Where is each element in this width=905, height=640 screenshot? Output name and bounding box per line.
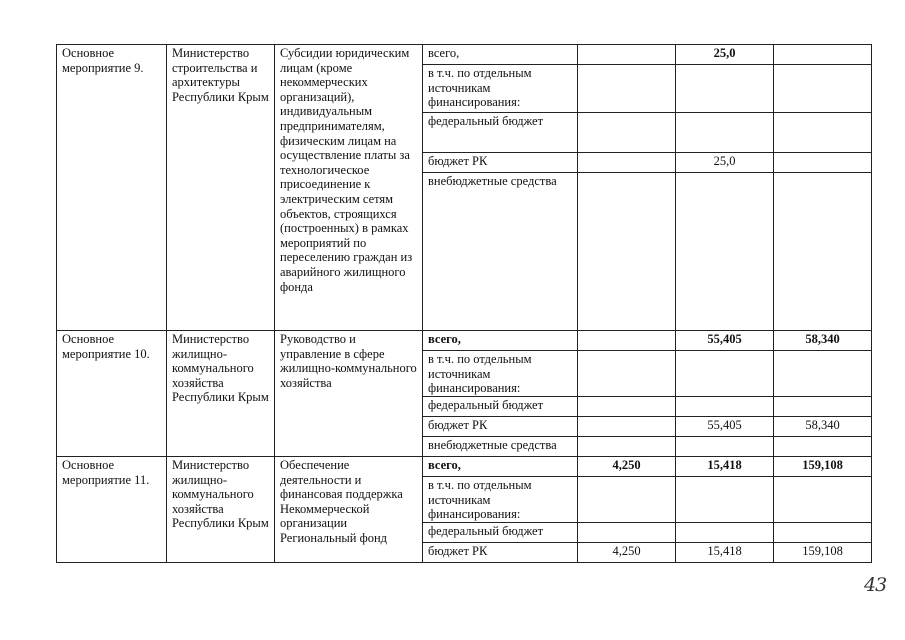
value-cell bbox=[676, 65, 774, 113]
source-label: всего, bbox=[423, 45, 578, 65]
event-cell: Основное мероприятие 9. bbox=[57, 45, 167, 331]
source-label: бюджет РК bbox=[423, 417, 578, 437]
source-label: федеральный бюджет bbox=[423, 397, 578, 417]
value-cell: 25,0 bbox=[676, 153, 774, 173]
source-label: в т.ч. по отдельным источникам финансирования: bbox=[423, 477, 578, 523]
source-label: всего, bbox=[423, 331, 578, 351]
value-cell bbox=[774, 523, 872, 543]
value-cell bbox=[578, 477, 676, 523]
table-row bbox=[57, 457, 872, 477]
value-cell bbox=[676, 173, 774, 331]
description-cell: Обеспечение деятельности и финансовая поддержка Некоммерческой организации Региональный фонд bbox=[275, 457, 423, 563]
value-cell bbox=[774, 65, 872, 113]
value-cell bbox=[578, 397, 676, 417]
value-cell bbox=[676, 437, 774, 457]
value-cell bbox=[676, 523, 774, 543]
source-label: федеральный бюджет bbox=[423, 523, 578, 543]
value-cell bbox=[578, 113, 676, 153]
value-cell bbox=[774, 45, 872, 65]
value-cell bbox=[578, 65, 676, 113]
source-label: в т.ч. по отдельным источникам финансирования: bbox=[423, 65, 578, 113]
value-cell: 55,405 bbox=[676, 331, 774, 351]
value-cell bbox=[774, 173, 872, 331]
value-cell: 4,250 bbox=[578, 457, 676, 477]
value-cell: 15,418 bbox=[676, 543, 774, 563]
value-cell: 58,340 bbox=[774, 417, 872, 437]
value-cell bbox=[578, 331, 676, 351]
table-row bbox=[57, 45, 872, 65]
value-cell bbox=[578, 153, 676, 173]
source-label: в т.ч. по отдельным источникам финансирования: bbox=[423, 351, 578, 397]
value-cell bbox=[578, 45, 676, 65]
source-label: внебюджетные средства bbox=[423, 437, 578, 457]
value-cell: 15,418 bbox=[676, 457, 774, 477]
value-cell: 25,0 bbox=[676, 45, 774, 65]
description-cell: Субсидии юридическим лицам (кроме некоммерческих организаций), индивидуальным предпринимателям, физическим лицам на осуществление платы за технологическое присоединение к электрическим сетям объектов, строящихся (построенных) в рамках мероприятий по переселению граждан из аварийного жилищного фонда bbox=[275, 45, 423, 331]
value-cell bbox=[774, 351, 872, 397]
source-label: бюджет РК bbox=[423, 543, 578, 563]
value-cell bbox=[578, 351, 676, 397]
program-table-fragment bbox=[56, 44, 872, 563]
description-cell: Руководство и управление в сфере жилищно-коммунального хозяйства bbox=[275, 331, 423, 457]
value-cell bbox=[578, 173, 676, 331]
value-cell bbox=[774, 437, 872, 457]
event-cell: Основное мероприятие 10. bbox=[57, 331, 167, 457]
funding-table bbox=[56, 44, 872, 563]
event-cell: Основное мероприятие 11. bbox=[57, 457, 167, 563]
value-cell: 159,108 bbox=[774, 543, 872, 563]
source-label: всего, bbox=[423, 457, 578, 477]
value-cell bbox=[676, 477, 774, 523]
table-row bbox=[57, 331, 872, 351]
value-cell bbox=[578, 523, 676, 543]
value-cell: 55,405 bbox=[676, 417, 774, 437]
value-cell bbox=[774, 397, 872, 417]
value-cell bbox=[676, 351, 774, 397]
value-cell: 58,340 bbox=[774, 331, 872, 351]
value-cell bbox=[578, 437, 676, 457]
value-cell bbox=[578, 417, 676, 437]
value-cell: 4,250 bbox=[578, 543, 676, 563]
value-cell bbox=[774, 477, 872, 523]
executor-cell: Министерство жилищно-коммунального хозяйства Республики Крым bbox=[167, 331, 275, 457]
source-label: федеральный бюджет bbox=[423, 113, 578, 153]
source-label: бюджет РК bbox=[423, 153, 578, 173]
value-cell bbox=[676, 113, 774, 153]
source-label: внебюджетные средства bbox=[423, 173, 578, 331]
value-cell bbox=[676, 397, 774, 417]
executor-cell: Министерство жилищно-коммунального хозяйства Республики Крым bbox=[167, 457, 275, 563]
value-cell bbox=[774, 113, 872, 153]
value-cell bbox=[774, 153, 872, 173]
executor-cell: Министерство строительства и архитектуры Республики Крым bbox=[167, 45, 275, 331]
handwritten-page-number: 43 bbox=[864, 574, 887, 596]
value-cell: 159,108 bbox=[774, 457, 872, 477]
